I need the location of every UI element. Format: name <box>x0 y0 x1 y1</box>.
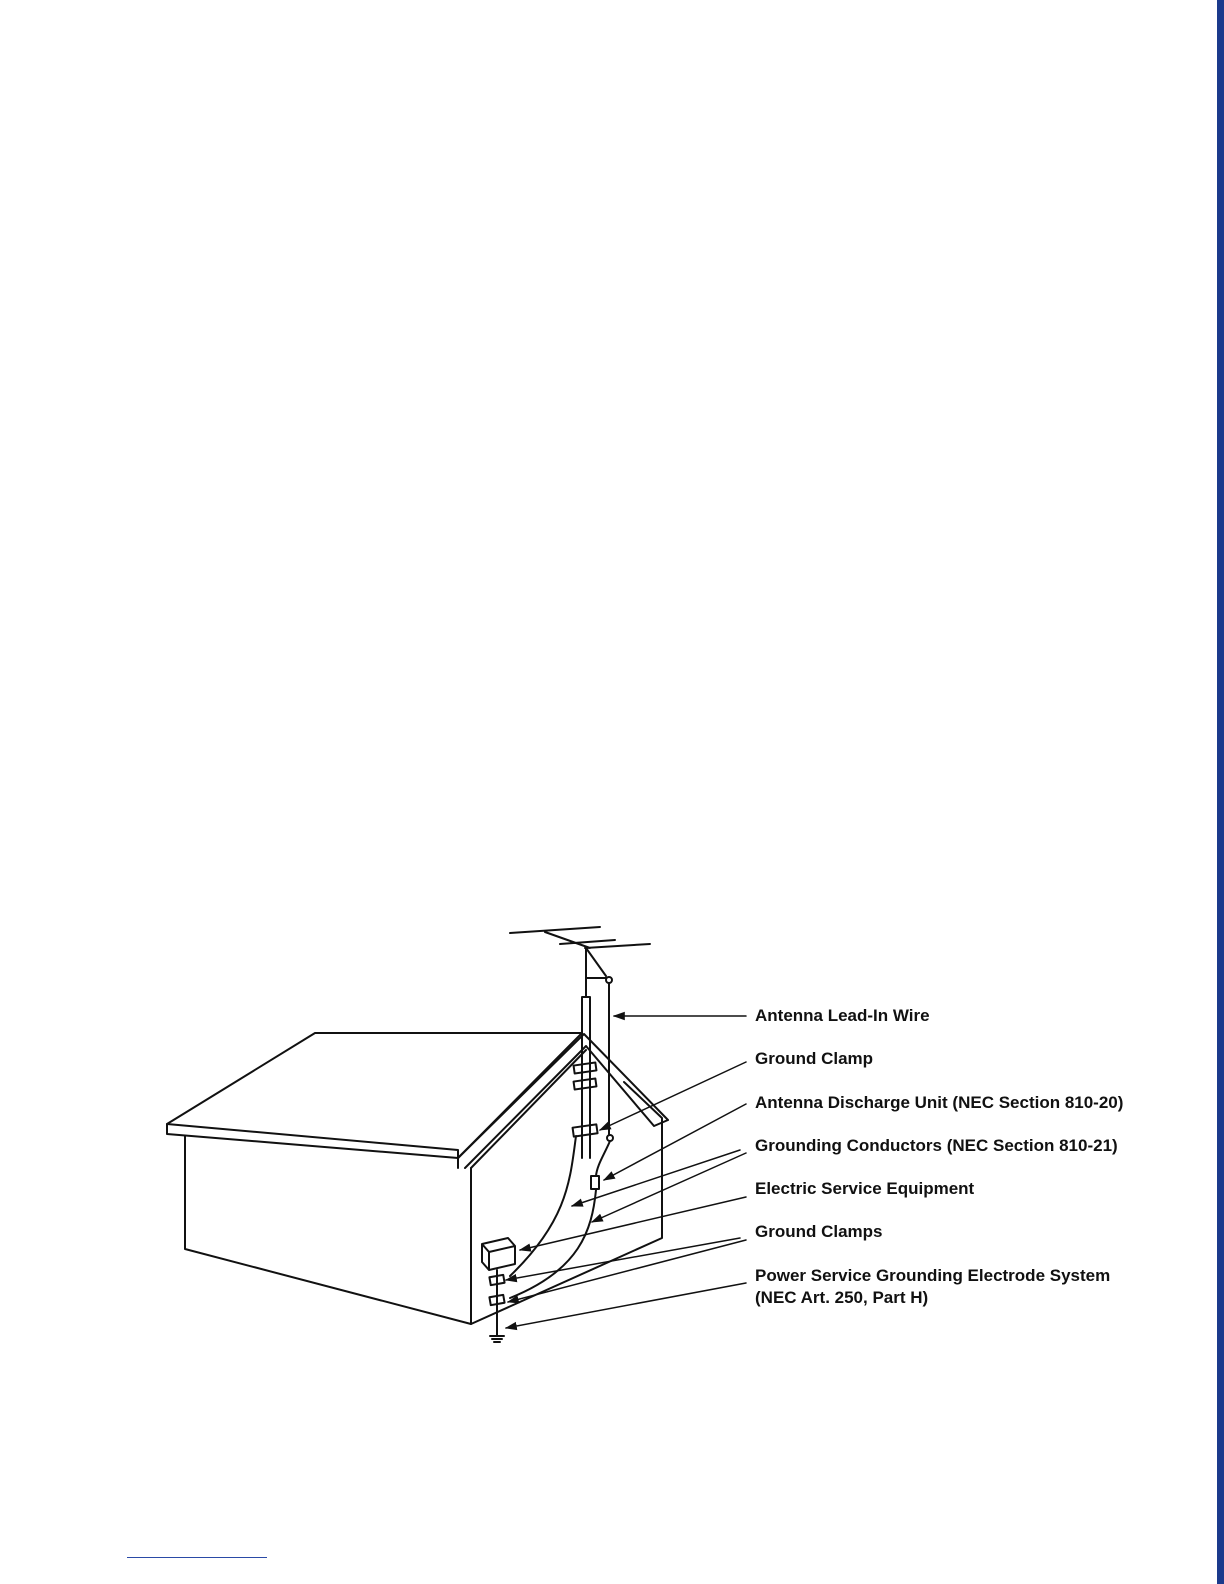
discharge-lead <box>596 1141 610 1176</box>
mast-strap-1 <box>574 1063 597 1074</box>
label-ground-clamp: Ground Clamp <box>755 1049 874 1068</box>
electric-service-equipment <box>482 1238 515 1270</box>
label-antenna-lead-in-wire: Antenna Lead-In Wire <box>755 1006 930 1025</box>
label-grounding-conductors: Grounding Conductors (NEC Section 810-21) <box>755 1136 1118 1155</box>
ground-clamp-mast <box>573 1124 598 1136</box>
label-antenna-discharge-unit: Antenna Discharge Unit (NEC Section 810-20) <box>755 1093 1124 1112</box>
grounding-conductor-1 <box>510 1136 576 1276</box>
house-left-wall <box>185 1136 471 1324</box>
antenna-elements <box>510 927 650 976</box>
leader-grounding-conductor-1 <box>572 1150 740 1206</box>
leader-ground-clamps-2 <box>508 1240 746 1302</box>
label-power-service-line1: Power Service Grounding Electrode System <box>755 1266 1111 1285</box>
label-power-service-line2: (NEC Art. 250, Part H) <box>755 1288 929 1307</box>
house-roof <box>167 1033 582 1158</box>
leader-power-service <box>506 1283 746 1328</box>
mast-strap-2 <box>574 1079 597 1090</box>
footer-rule <box>127 1557 267 1558</box>
leader-discharge-unit <box>604 1104 746 1180</box>
grounding-electrode <box>490 1270 504 1342</box>
leader-electric-service <box>520 1197 746 1250</box>
label-electric-service-equipment: Electric Service Equipment <box>755 1179 975 1198</box>
leader-grounding-conductor-2 <box>592 1153 746 1222</box>
label-ground-clamps: Ground Clamps <box>755 1222 883 1241</box>
antenna-discharge-unit <box>591 1176 599 1189</box>
